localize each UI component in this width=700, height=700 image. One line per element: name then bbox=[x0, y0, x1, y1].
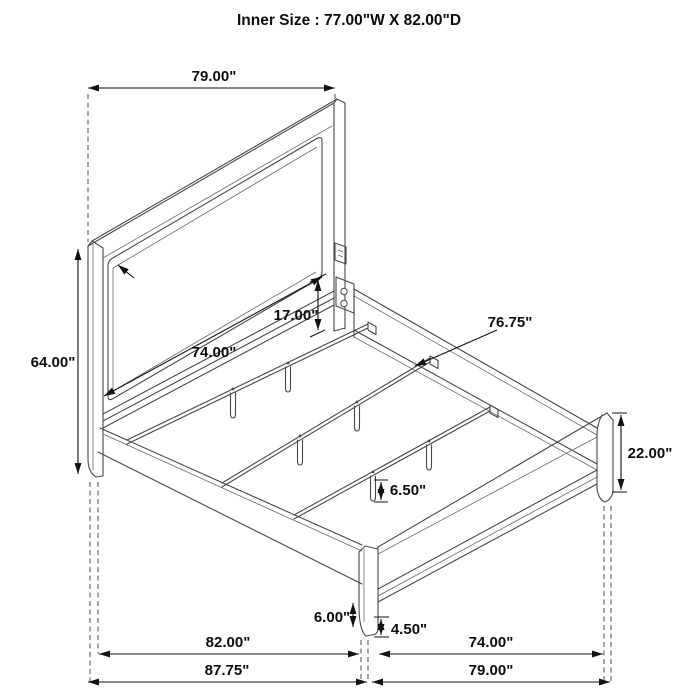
bracket-hole bbox=[341, 288, 347, 294]
page-title: Inner Size : 77.00"W X 82.00"D bbox=[236, 12, 462, 29]
dim-footboard-width-inner: 74.00" bbox=[468, 634, 514, 651]
dim-headboard-panel-width: 74.00" bbox=[191, 344, 237, 361]
dim-headboard-rail-drop: 17.00" bbox=[273, 307, 319, 324]
footboard-far-post bbox=[597, 413, 613, 502]
dim-headboard-width: 79.00" bbox=[191, 68, 237, 85]
near-side-rail bbox=[98, 428, 362, 584]
headboard bbox=[88, 99, 354, 477]
headboard-left-post bbox=[88, 246, 103, 477]
dim-side-rail-length: 76.75" bbox=[487, 314, 533, 331]
dim-side-rail-floor-clearance: 6.00" bbox=[313, 609, 351, 626]
far-side-rail bbox=[354, 289, 597, 470]
dim-center-leg-height: 6.50" bbox=[389, 482, 427, 499]
dim-frame-depth-inner: 82.00" bbox=[205, 634, 251, 651]
slat-support-rails bbox=[127, 322, 498, 519]
dim-footboard-leg-height: 4.50" bbox=[390, 621, 428, 638]
bracket-hole bbox=[341, 300, 347, 306]
support-legs bbox=[231, 367, 432, 501]
rail-slot-plate bbox=[335, 243, 346, 264]
footboard bbox=[359, 413, 613, 636]
footboard-near-post bbox=[359, 546, 378, 636]
extension-lines bbox=[88, 94, 611, 682]
dim-frame-depth-overall: 87.75" bbox=[204, 662, 250, 679]
dimension-annotations bbox=[31, 68, 673, 682]
dim-headboard-height: 64.00" bbox=[30, 354, 76, 371]
dim-footboard-height: 22.00" bbox=[627, 445, 673, 462]
dim-footboard-width-overall: 79.00" bbox=[468, 662, 514, 679]
